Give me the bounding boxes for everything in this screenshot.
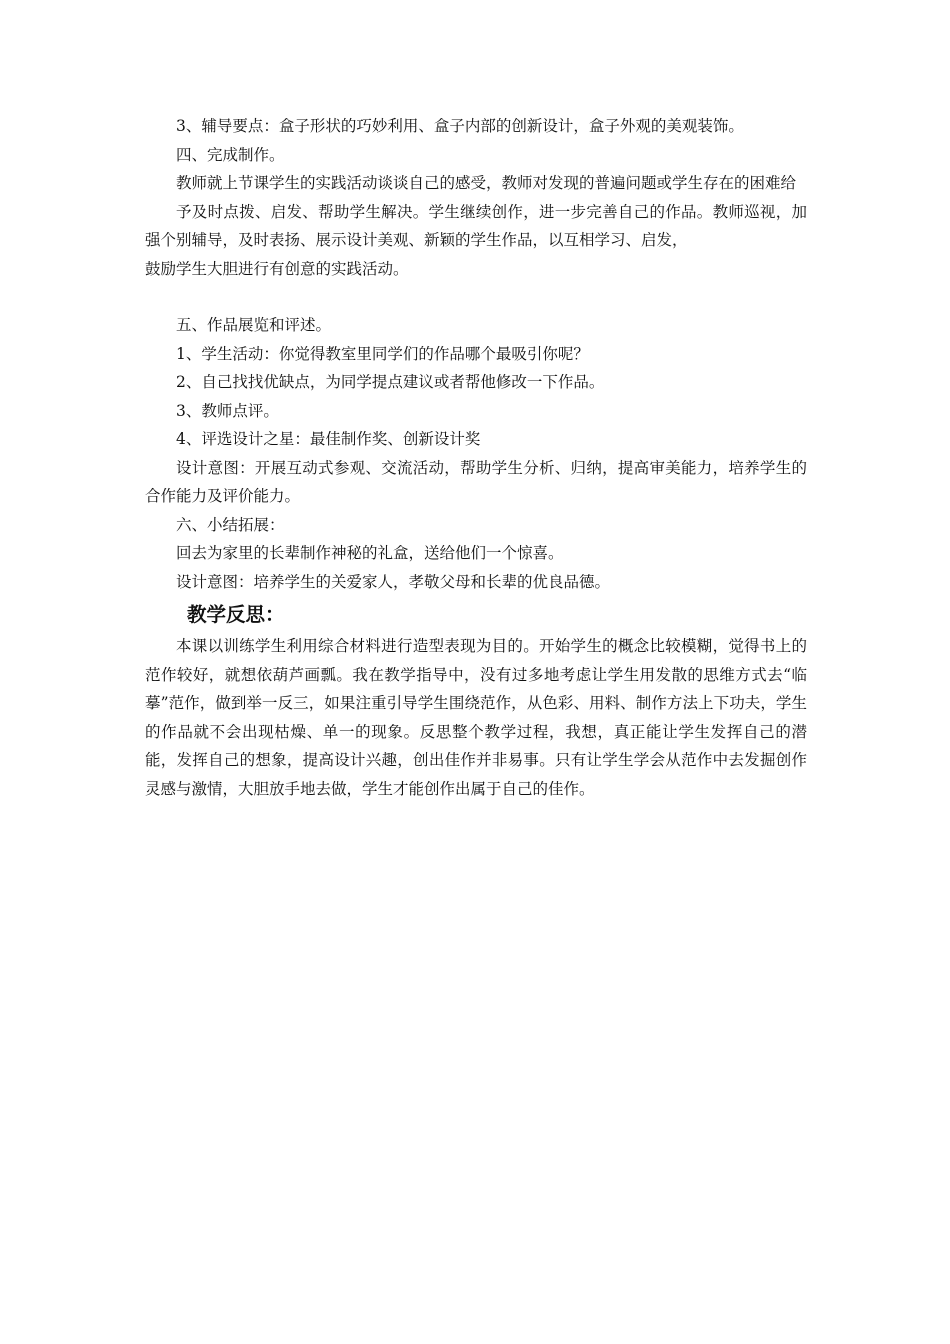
- section-six-design-intent: 设计意图：培养学生的关爱家人，孝敬父母和长辈的优良品德。: [176, 572, 611, 591]
- section-six-title: 六、小结拓展：: [176, 515, 285, 534]
- section-five-title: 五、作品展览和评述。: [176, 316, 332, 334]
- reflection-paragraph: 本课以训练学生利用综合材料进行造型表现为目的。开始学生的概念比较模糊，觉得书上的范作较好，就想依葫芦画瓢。我在教学指导中，没有过多地考虑让学生用发散的思维方式去“临摹”范作，做到举一反三，如果注重引导学生围绕范作，从色彩、用料、制作方法上下功夫，学生的作品就不会出现枯燥、单一的现象。反思整个教学过程，我想，真正能让学生发挥自己的潜能，发挥自己的想象，提高设计兴趣，创出佳作并非易事。只有让学生学会从范作中去发掘创作灵感与激情，大胆放手地去做，学生才能创作出属于自己的佳作。: [145, 637, 807, 798]
- section-five-item-4: 4、评选设计之星：最佳制作奖、创新设计奖: [176, 430, 481, 448]
- section-five-item-2: 2、自己找找优缺点，为同学提点建议或者帮他修改一下作品。: [176, 373, 605, 391]
- section-six-paragraph: 回去为家里的长辈制作神秘的礼盒，送给他们一个惊喜。: [176, 544, 564, 562]
- section-five-item-3: 3、教师点评。: [176, 401, 279, 420]
- section-five-item-1: 1、学生活动：你觉得教室里同学们的作品哪个最吸引你呢？: [176, 344, 589, 363]
- section-four-paragraph-2: 予及时点拨、启发、帮助学生解决。学生继续创作，进一步完善自己的作品。教师巡视，加强个别辅导，及时表扬、展示设计美观、新颖的学生作品，以互相学习、启发，: [145, 202, 807, 249]
- section-four-title: 四、完成制作。: [176, 145, 285, 164]
- guidance-point-paragraph: 3、辅导要点：盒子形状的巧妙利用、盒子内部的创新设计，盒子外观的美观装饰。: [176, 117, 744, 135]
- reflection-heading: 教学反思：: [187, 603, 285, 626]
- paragraph-gap: [145, 283, 807, 311]
- section-four-paragraph-1: 教师就上节课学生的实践活动谈谈自己的感受，教师对发现的普遍问题或学生存在的困难给: [176, 174, 797, 192]
- section-five-design-intent: 设计意图：开展互动式参观、交流活动，帮助学生分析、归纳，提高审美能力，培养学生的合作能力及评价能力。: [145, 458, 807, 505]
- document-body: [145, 112, 807, 803]
- section-four-paragraph-3: 鼓励学生大胆进行有创意的实践活动。: [145, 259, 409, 278]
